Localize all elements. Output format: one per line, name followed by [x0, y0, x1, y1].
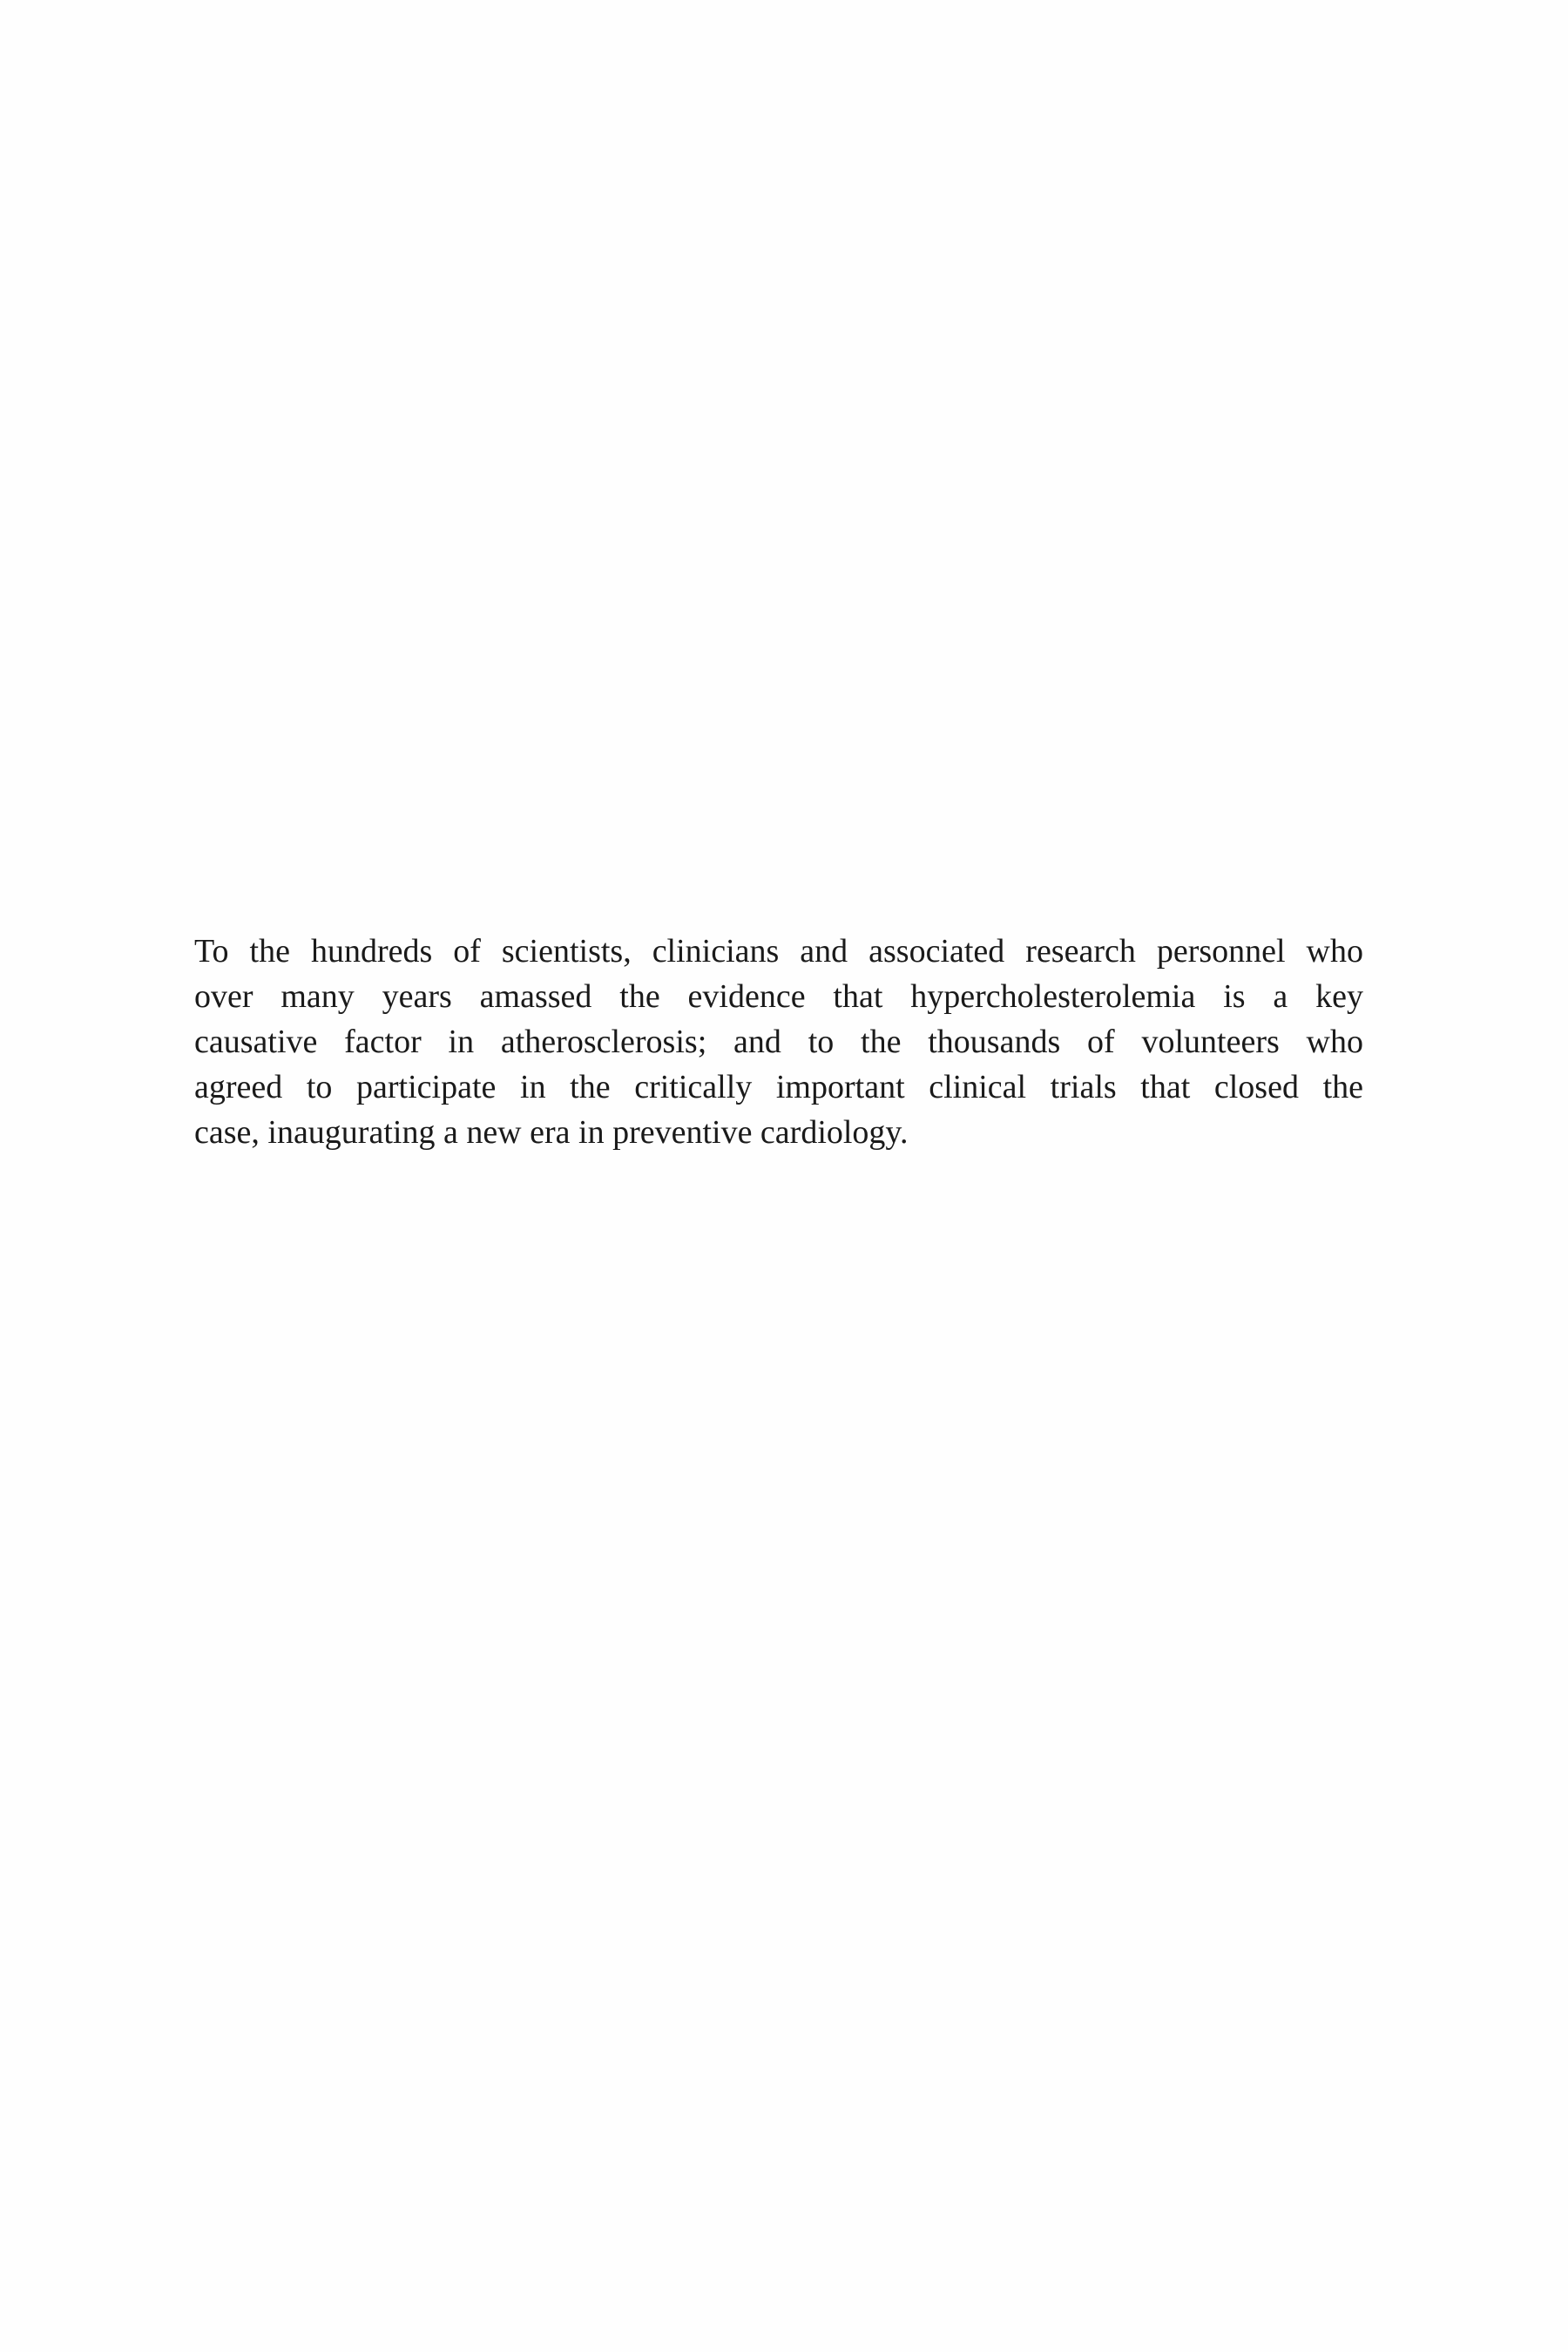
dedication-line-5: case, inaugurating a new era in preventive cardiology. [194, 1114, 909, 1151]
dedication-line-3: causative factor in atherosclerosis; and to the thousands of volunteers who [194, 1024, 1363, 1060]
dedication-line-2: over many years amassed the evidence that hypercholesterolemia is a key [194, 978, 1363, 1015]
dedication-paragraph [194, 929, 1363, 1155]
dedication-line-4: agreed to participate in the critically important clinical trials that closed the [194, 1069, 1363, 1105]
dedication-line-1: To the hundreds of scientists, clinicians and associated research personnel who [194, 933, 1363, 970]
